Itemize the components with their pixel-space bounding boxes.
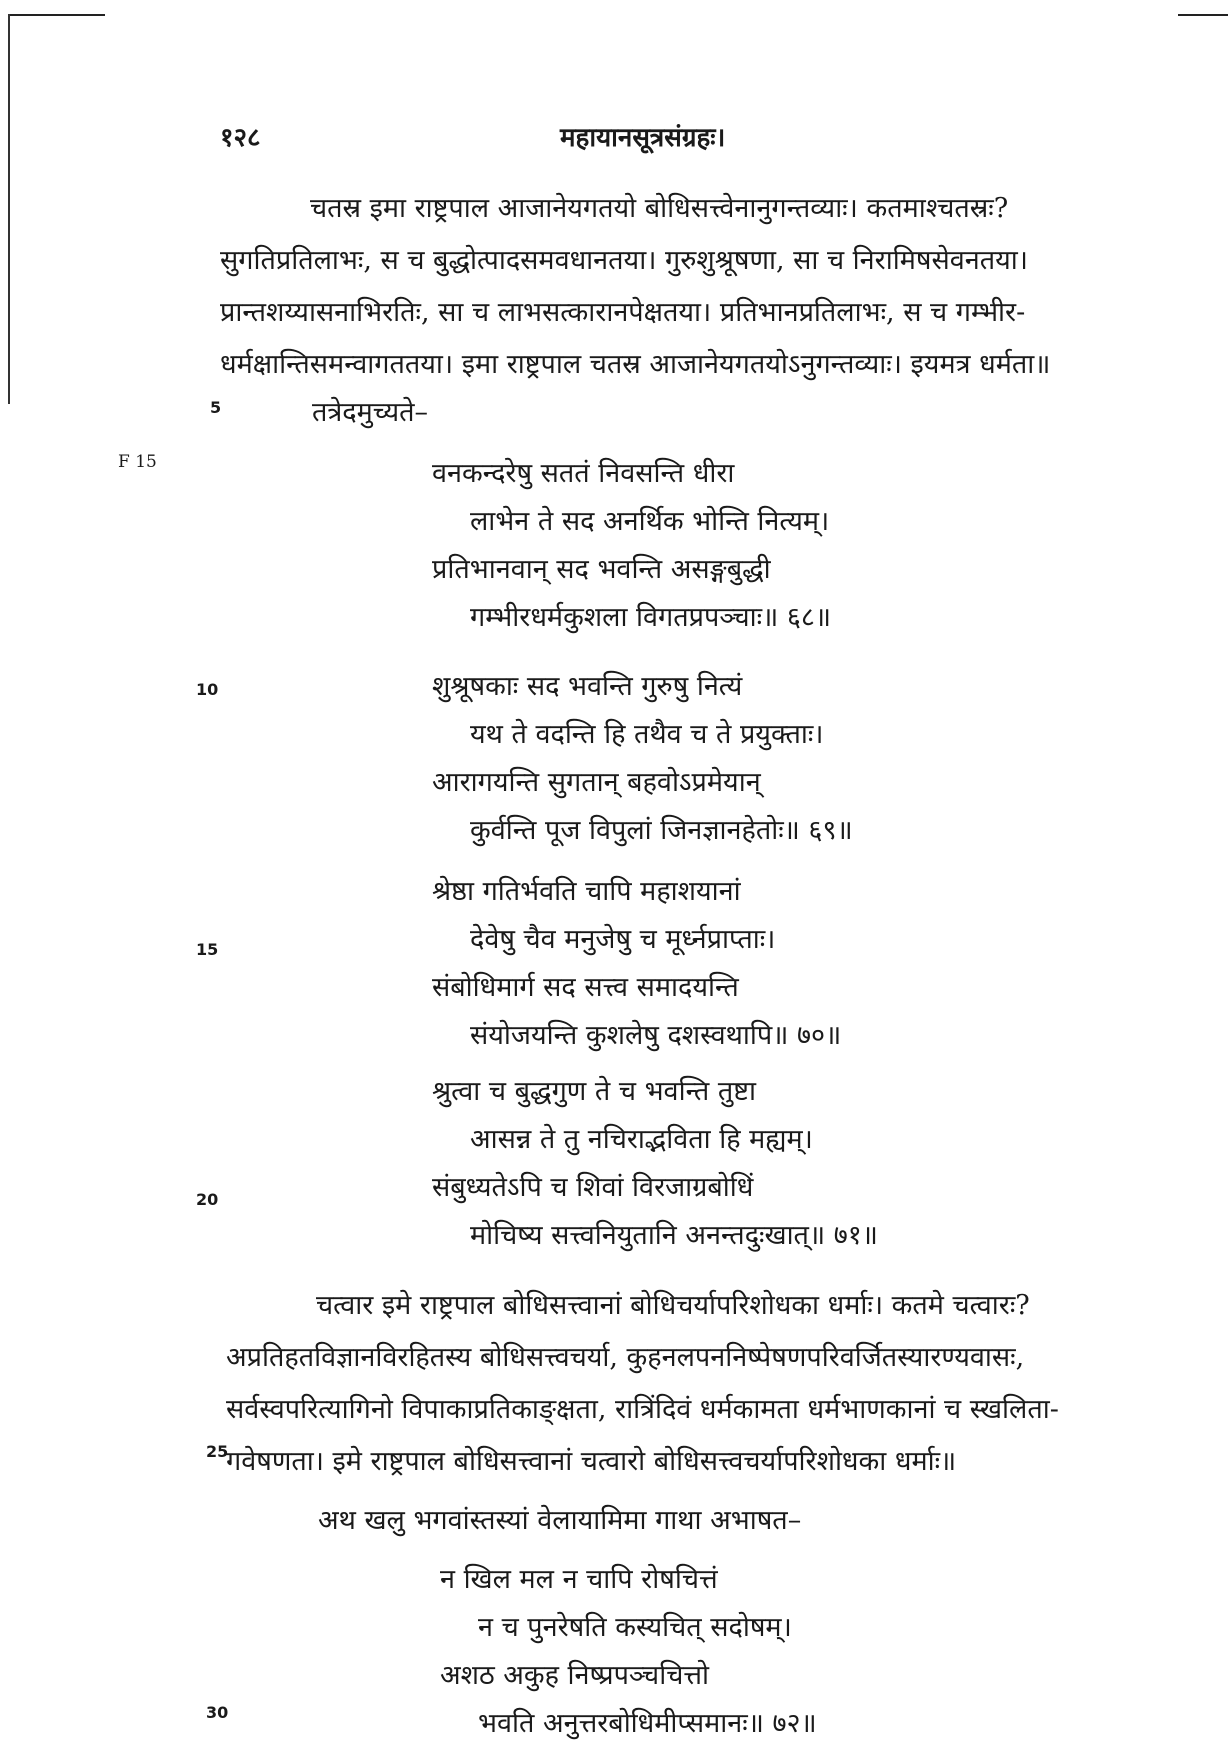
- verse-line: वनकन्दरेषु सततं निवसन्ति धीरा: [432, 458, 735, 489]
- paragraph-1: [220, 183, 1160, 391]
- verse-line: न च पुनरेषति कस्यचित् सदोषम्।: [478, 1612, 792, 1643]
- verse-line: आसन्न ते तु नचिराद्भविता हि मह्यम्।: [470, 1124, 813, 1155]
- line-number-15: 15: [196, 940, 219, 959]
- verse-68: [432, 450, 831, 642]
- verse-line: आरागयन्ति सुगतान् बहवोऽप्रमेयान्: [432, 767, 761, 798]
- top-left-rule: [10, 14, 105, 16]
- verse-72: [440, 1556, 817, 1748]
- verse-70: [432, 868, 841, 1060]
- verse-line: संयोजयन्ति कुशलेषु दशस्वथापि॥ ७०॥: [470, 1020, 842, 1051]
- paragraph-line: अप्रतिहतविज्ञानविरहितस्य बोधिसत्त्वचर्या, कुहनलपननिष्पेषणपरिवर्जितस्यारण्यवासः,: [226, 1342, 1025, 1373]
- paragraph-line: प्रान्तशय्यासनाभिरतिः, सा च लाभसत्कारानपेक्षतया। प्रतिभानप्रतिलाभः, स च गम्भीर-: [220, 297, 1026, 328]
- verse-line: यथ ते वदन्ति हि तथैव च ते प्रयुक्ताः।: [470, 719, 824, 750]
- paragraph-line: चतस्र इमा राष्ट्रपाल आजानेयगतयो बोधिसत्त्वेनानुगन्तव्याः। कतमाश्चतस्रः?: [310, 193, 1009, 224]
- running-title: महायानसूत्रसंग्रहः।: [560, 123, 726, 153]
- verse-line: गम्भीरधर्मकुशला विगतप्रपञ्चाः॥ ६८॥: [470, 602, 832, 633]
- verse-line: देवेषु चैव मनुजेषु च मूर्ध्नप्राप्ताः।: [470, 924, 776, 955]
- line-number-30-visible: 30: [206, 1703, 229, 1722]
- page-number: १२८: [220, 123, 261, 153]
- paragraph-line: चत्वार इमे राष्ट्रपाल बोधिसत्त्वानां बोधिचर्यापरिशोधका धर्माः। कतमे चत्वारः?: [316, 1290, 1030, 1321]
- verse-line: कुर्वन्ति पूज विपुलां जिनज्ञानहेतोः॥ ६९॥: [470, 815, 853, 846]
- verse-intro-1: तत्रेदमुच्यते–: [312, 397, 429, 428]
- line-number-25: 25: [206, 1442, 229, 1461]
- folio-marker: F 15: [118, 452, 157, 472]
- verse-line: न खिल मल न चापि रोषचित्तं: [440, 1564, 718, 1595]
- verse-line: अशठ अकुह निष्प्रपञ्चचित्तो: [440, 1660, 709, 1691]
- line-number-20: 20: [196, 1190, 219, 1209]
- verse-line: संबोधिमार्ग सद सत्त्व समादयन्ति: [432, 972, 739, 1003]
- line-number-10: 10: [196, 680, 219, 699]
- verse-71: [432, 1068, 878, 1260]
- top-right-rule: [1178, 14, 1228, 16]
- paragraph-line: सुगतिप्रतिलाभः, स च बुद्धोत्पादसमवधानतया। गुरुशुश्रूषणा, सा च निरामिषसेवनतया।: [220, 245, 1028, 276]
- verse-line: भवति अनुत्तरबोधिमीप्समानः॥ ७२॥: [478, 1708, 817, 1739]
- verse-69: [432, 663, 853, 855]
- line-number-5: 5: [210, 398, 222, 417]
- verse-line: श्रुत्वा च बुद्धगुण ते च भवन्ति तुष्टा: [432, 1076, 757, 1107]
- verse-line: लाभेन ते सद अनर्थिक भोन्ति नित्यम्।: [470, 506, 830, 537]
- paragraph-line: गवेषणता। इमे राष्ट्रपाल बोधिसत्त्वानां चत्वारो बोधिसत्त्वचर्यापरिशोधका धर्माः॥: [226, 1446, 957, 1477]
- paragraph-2: [226, 1280, 1166, 1488]
- verse-intro-2: अथ खलु भगवांस्तस्यां वेलायामिमा गाथा अभाषत–: [318, 1505, 802, 1536]
- verse-line: संबुध्यतेऽपि च शिवां विरजाग्रबोधिं: [432, 1172, 754, 1203]
- verse-line: प्रतिभानवान् सद भवन्ति असङ्गबुद्धी: [432, 554, 771, 585]
- paragraph-line: सर्वस्वपरित्यागिनो विपाकाप्रतिकाङ्क्षता, रात्रिंदिवं धर्मकामता धर्मभाणकानां च स्खलिता-: [226, 1394, 1059, 1425]
- verse-line: श्रेष्ठा गतिर्भवति चापि महाशयानां: [432, 876, 741, 907]
- verse-line: मोचिष्य सत्त्वनियुतानि अनन्तदुःखात्॥ ७१॥: [470, 1220, 878, 1251]
- left-edge-line: [8, 14, 10, 404]
- verse-line: शुश्रूषकाः सद भवन्ति गुरुषु नित्यं: [432, 671, 743, 702]
- paragraph-line: धर्मक्षान्तिसमन्वागततया। इमा राष्ट्रपाल चतस्र आजानेयगतयोऽनुगन्तव्याः। इयमत्र धर्मता॥: [220, 349, 1051, 380]
